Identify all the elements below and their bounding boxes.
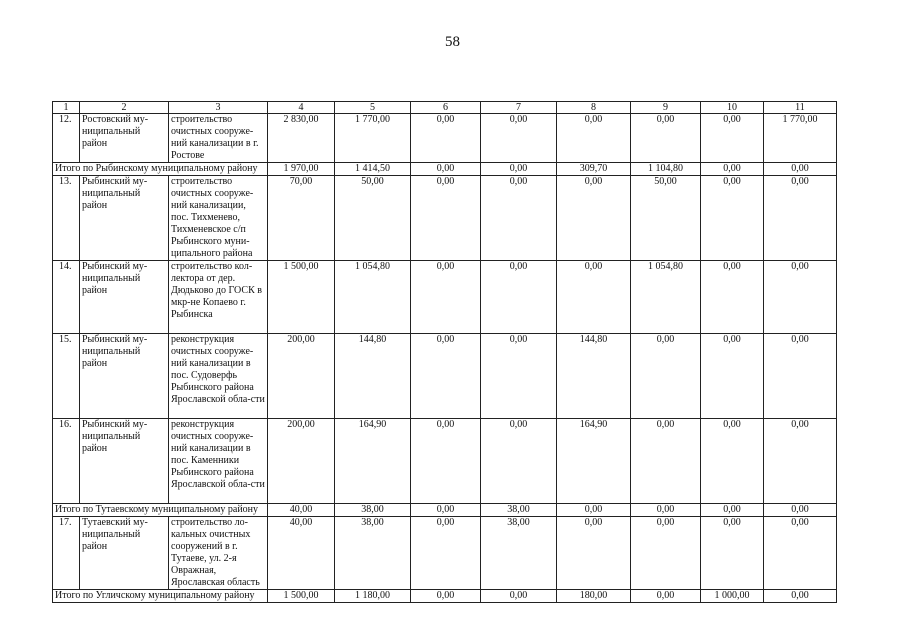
value-cell: 1 414,50 [335,163,411,176]
value-cell: 1 000,00 [701,590,764,603]
row-number: 15. [53,334,80,419]
value-cell: 0,00 [411,504,481,517]
value-cell: 0,00 [701,114,764,163]
value-cell: 0,00 [481,419,557,504]
value-cell: 144,80 [557,334,631,419]
object-cell: строительство очистных сооруже-ний канализации в г. Ростове [169,114,268,163]
value-cell: 0,00 [481,261,557,334]
value-cell: 0,00 [764,419,837,504]
district-cell: Рыбинский му-ниципальный район [80,334,169,419]
value-cell: 0,00 [631,517,701,590]
value-cell: 70,00 [268,176,335,261]
value-cell: 38,00 [481,504,557,517]
col-header: 4 [268,102,335,114]
value-cell: 0,00 [764,504,837,517]
value-cell: 0,00 [411,590,481,603]
value-cell: 38,00 [481,517,557,590]
col-header: 6 [411,102,481,114]
col-header: 10 [701,102,764,114]
value-cell: 200,00 [268,419,335,504]
col-header: 8 [557,102,631,114]
value-cell: 0,00 [701,517,764,590]
district-cell: Рыбинский му-ниципальный район [80,176,169,261]
value-cell: 0,00 [411,176,481,261]
value-cell: 0,00 [557,176,631,261]
value-cell: 0,00 [557,114,631,163]
district-cell: Тутаевский му-ниципальный район [80,517,169,590]
value-cell: 0,00 [557,517,631,590]
table-row [53,334,837,419]
table-row [53,114,837,163]
value-cell: 1 180,00 [335,590,411,603]
value-cell: 0,00 [701,176,764,261]
district-cell: Ростовский му-ниципальный район [80,114,169,163]
value-cell: 0,00 [631,590,701,603]
district-cell: Рыбинский му-ниципальный район [80,261,169,334]
value-cell: 0,00 [481,114,557,163]
value-cell: 40,00 [268,504,335,517]
object-cell: строительство очистных сооруже-ний канализации, пос. Тихменево, Тихменевское с/п Рыбинского муни-ципального района [169,176,268,261]
col-header: 3 [169,102,268,114]
column-number-row [53,102,837,114]
value-cell: 0,00 [764,176,837,261]
value-cell: 1 104,80 [631,163,701,176]
value-cell: 50,00 [335,176,411,261]
value-cell: 164,90 [557,419,631,504]
total-row [53,590,837,603]
value-cell: 164,90 [335,419,411,504]
value-cell: 180,00 [557,590,631,603]
total-label: Итого по Угличскому муниципальному району [53,590,268,603]
value-cell: 0,00 [764,517,837,590]
col-header: 5 [335,102,411,114]
value-cell: 0,00 [481,590,557,603]
total-row [53,163,837,176]
col-header: 1 [53,102,80,114]
row-number: 16. [53,419,80,504]
value-cell: 1 770,00 [335,114,411,163]
value-cell: 0,00 [481,334,557,419]
row-number: 12. [53,114,80,163]
value-cell: 309,70 [557,163,631,176]
col-header: 9 [631,102,701,114]
value-cell: 200,00 [268,334,335,419]
value-cell: 0,00 [764,261,837,334]
value-cell: 1 054,80 [631,261,701,334]
object-cell: реконструкция очистных сооруже-ний канализации в пос. Каменники Рыбинского района Ярославской обла-сти [169,419,268,504]
col-header: 7 [481,102,557,114]
value-cell: 2 830,00 [268,114,335,163]
object-cell: строительство кол-лектора от дер. Дюдьково до ГОСК в мкр-не Копаево г. Рыбинска [169,261,268,334]
value-cell: 0,00 [557,504,631,517]
value-cell: 0,00 [631,419,701,504]
page-number: 58 [445,34,460,50]
value-cell: 1 500,00 [268,261,335,334]
value-cell: 0,00 [764,334,837,419]
value-cell: 38,00 [335,504,411,517]
row-number: 13. [53,176,80,261]
table-row [53,517,837,590]
value-cell: 0,00 [764,590,837,603]
value-cell: 0,00 [557,261,631,334]
financing-table [52,101,837,603]
value-cell: 144,80 [335,334,411,419]
row-number: 17. [53,517,80,590]
value-cell: 0,00 [701,419,764,504]
total-label: Итого по Рыбинскому муниципальному району [53,163,268,176]
col-header: 11 [764,102,837,114]
value-cell: 40,00 [268,517,335,590]
value-cell: 0,00 [701,163,764,176]
value-cell: 1 970,00 [268,163,335,176]
value-cell: 1 054,80 [335,261,411,334]
value-cell: 0,00 [701,261,764,334]
value-cell: 0,00 [411,334,481,419]
total-label: Итого по Тутаевскому муниципальному району [53,504,268,517]
value-cell: 0,00 [701,334,764,419]
value-cell: 1 500,00 [268,590,335,603]
row-number: 14. [53,261,80,334]
value-cell: 0,00 [411,419,481,504]
value-cell: 0,00 [701,504,764,517]
value-cell: 38,00 [335,517,411,590]
value-cell: 0,00 [411,261,481,334]
value-cell: 0,00 [481,176,557,261]
value-cell: 0,00 [411,114,481,163]
col-header: 2 [80,102,169,114]
object-cell: реконструкция очистных сооруже-ний канализации в пос. Судоверфь Рыбинского района Ярославской обла-сти [169,334,268,419]
value-cell: 0,00 [481,163,557,176]
value-cell: 0,00 [411,517,481,590]
value-cell: 0,00 [631,114,701,163]
total-row [53,504,837,517]
table-row [53,261,837,334]
value-cell: 0,00 [764,163,837,176]
object-cell: строительство ло-кальных очистных сооружений в г. Тутаеве, ул. 2-я Овражная, Ярославская область [169,517,268,590]
value-cell: 50,00 [631,176,701,261]
value-cell: 1 770,00 [764,114,837,163]
value-cell: 0,00 [631,504,701,517]
value-cell: 0,00 [631,334,701,419]
district-cell: Рыбинский му-ниципальный район [80,419,169,504]
table-row [53,419,837,504]
table-row [53,176,837,261]
value-cell: 0,00 [411,163,481,176]
